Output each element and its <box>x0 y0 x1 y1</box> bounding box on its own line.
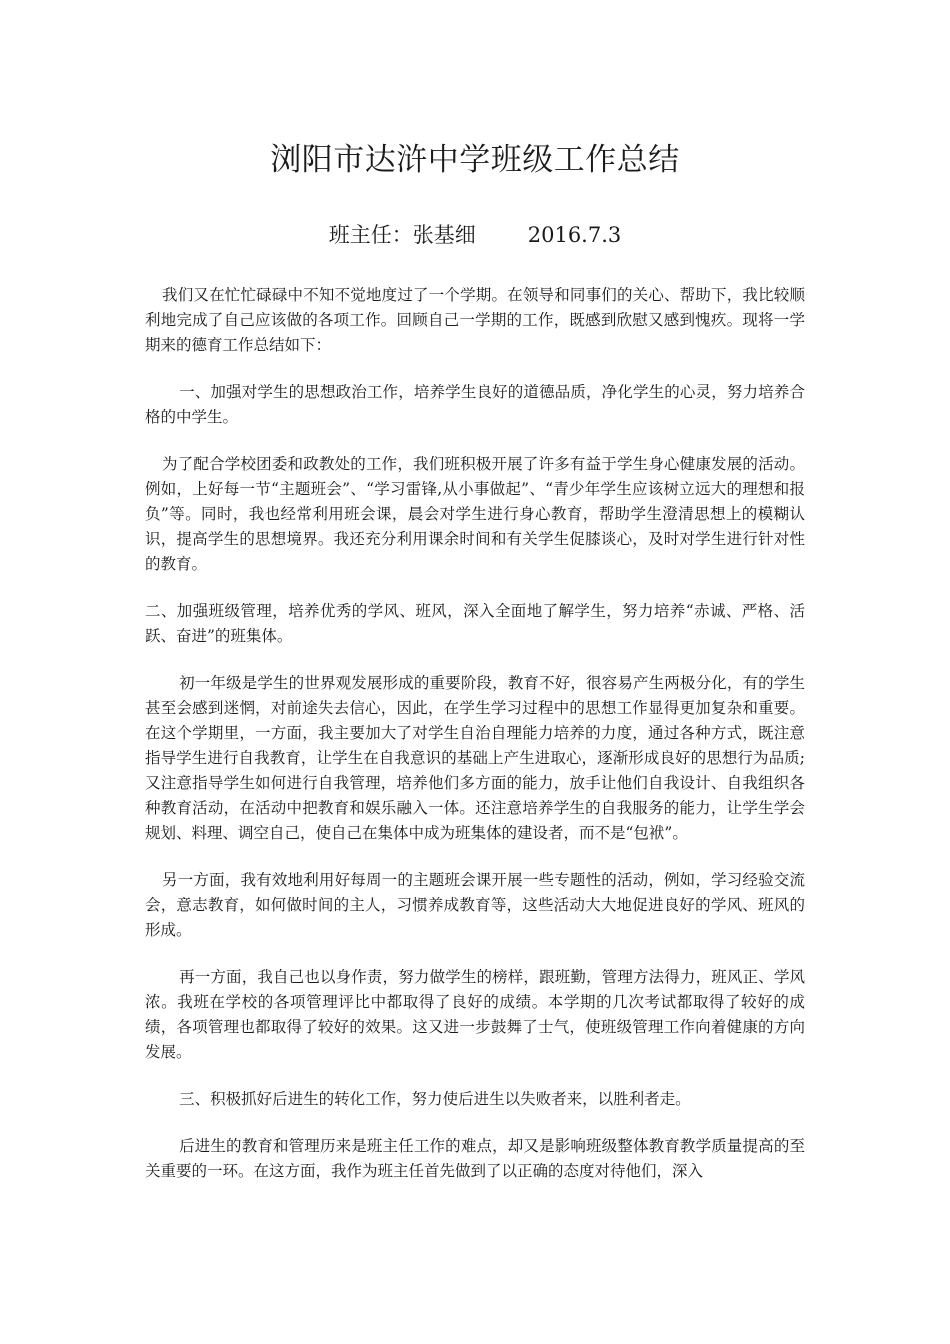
byline-date: 2016.7.3 <box>527 223 622 247</box>
inline-link-text: 德育工作总结 <box>191 336 285 354</box>
paragraph-text: 再一方面，我自己也以身作责，努力做学生的榜样，跟班勤，管理方法得力，班风正、学风浓。我班在学校的各项管理评比中都取得了良好的成绩。本学期的几次考试都取得了较好的成绩，各项管理也都取得了较好的效果。这又进一步鼓舞了士气，使班级管理工作向着健康的方向发展。 <box>145 968 805 1061</box>
paragraph-text: 后进生的教育和管理历来是班主任工作的难点，却又是影响班级整体教育教学质量提高的至关重要的一环。在这方面，我作为班主任首先做到了以正确的态度对待他们，深入 <box>145 1137 805 1180</box>
byline-role: 班主任：张基细 <box>328 223 476 247</box>
body-paragraph <box>145 452 805 577</box>
inline-link-text: 雷锋 <box>405 480 438 498</box>
body-paragraph <box>145 1134 805 1184</box>
paragraph-text: 三、积极抓好后进生的转化工作，努力使后进生以失败者来，以胜利者走。 <box>179 1090 691 1108</box>
body-paragraph <box>145 671 805 846</box>
body-paragraph <box>145 283 805 358</box>
paragraph-text: 二、加强班级管理，培养优秀的学风、班风，深入全面地了解学生，努力培养“赤诚、严格、活跃、奋进”的班集体。 <box>145 602 805 645</box>
body-paragraph <box>145 380 805 430</box>
body-paragraph <box>145 965 805 1065</box>
paragraph-text: 初一年级是学生的世界观发展形成的重要阶段，教育不好，很容易产生两极分化，有的学生甚至会感到迷惘，对前途失去信心，因此，在学生学习过程中的思想工作显得更加复杂和重要。在这个学期里，一方面，我主要加大了对学生自治自理能力培养的力度，通过各种方式，既注意指导学生进行自我教育，让学生在自我意识的基础上产生进取心，逐渐形成良好的思想行为品质;又注意指导学生如何进行自我管理，培养他们多方面的能力，放手让他们自我设计、自我组织各种教育活动，在活动中把教育和娱乐融入一体。还注意培养学生的自我服务的能力，让学生学会规划、料理、调空自己，使自己在集体中成为班集体的建设者，而不是“包袱”。 <box>145 674 805 842</box>
paragraph-text: 如下： <box>284 336 332 354</box>
body-paragraph <box>145 868 805 943</box>
paragraph-text: 为了配合学校团委和政教处的工作，我们班积极开展了许多有益于学生身心健康发展的活动。例如，上好每一节“主题班会”、“学习 <box>145 455 805 498</box>
document-body <box>145 283 805 1206</box>
paragraph-text: 我们又在忙忙碌碌中不知不觉地度过了一个学期。在领导和同事们的关心、帮助下，我比较顺利地完成了自己应该做的各项工作。回顾自己一学期的工作，既感到欣慰又感到愧疚。现将一学期来的 <box>145 286 805 354</box>
paragraph-text: 等，这些活动大大地促进良好的学风、班风的形成。 <box>145 896 805 939</box>
paragraph-text: ,从小事做起”、“青少年学生应该树立远大的理想和报负”等。同时，我也经常利用班会课，晨会对学生进行身心教育，帮助学生澄清思想上的模糊认识，提高学生的思想境界。我还充分利用课余时间和有关学生促膝谈心，及时对学生进行针对性的教育。 <box>145 480 805 573</box>
inline-link-text: 养成教育 <box>427 896 491 914</box>
body-paragraph <box>145 1087 805 1112</box>
document-title: 浏阳市达浒中学班级工作总结 <box>270 142 680 178</box>
document-byline <box>0 219 950 251</box>
body-paragraph <box>145 599 805 649</box>
paragraph-text: 一、加强对学生的思想政治工作，培养学生良好的道德品质，净化学生的心灵，努力培养合格的中学生。 <box>145 383 805 426</box>
paragraph-text: 另一方面，我有效地利用好每周一的主题班会课开展一些专题性的活动，例如，学习经验交流会，意志教育，如何做时间的主人，习惯 <box>145 871 805 914</box>
